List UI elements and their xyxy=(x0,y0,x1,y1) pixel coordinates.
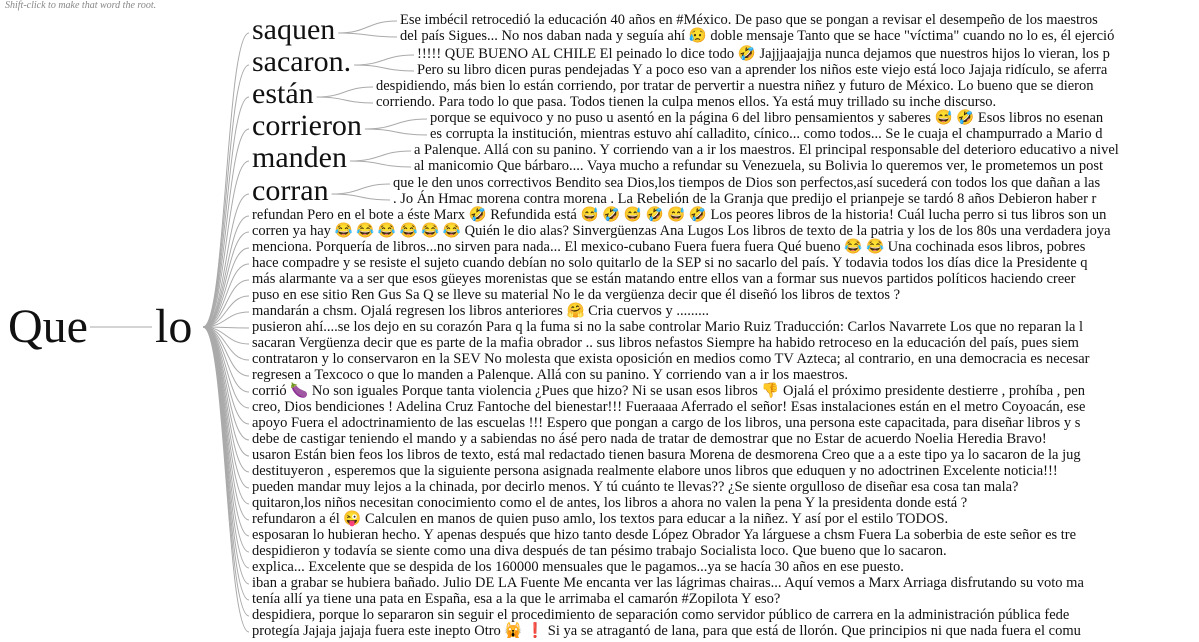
leaf-link xyxy=(203,232,249,327)
sub-leaf-link xyxy=(365,119,427,129)
leaf-text[interactable]: protegía Jajaja jajaja fuera este inepto Otro 🙀 ❗ Si ya se atragantó de lana, para que está de llorón. Que principios ni que nada fuera el comu xyxy=(252,623,1081,639)
branch-leaf-text[interactable]: corriendo. Para todo lo que pasa. Todos tienen la culpa menos ellos. Ya está muy trillado su inche discurso. xyxy=(376,94,997,110)
leaf-link xyxy=(203,327,249,328)
leaf-text[interactable]: sacaran Vergüenza decir que es parte de la mafia obrador .. sus libros nefastos Siempre ha habido retroceso en la educación del país, pues siem xyxy=(252,335,1079,351)
leaf-text[interactable]: explica... Excelente que se despida de los 160000 mensuales que le pagamos...ya se hacía 30 años en ese puesto. xyxy=(252,559,904,575)
leaf-text[interactable]: hace compadre y se resiste el sujeto cuando debían no solo quitarlo de la SEP si no sacarlo del país. Y todavia todos los días dice la Presidente q xyxy=(252,255,1088,271)
branch-leaf-text[interactable]: del país Sigues... No nos daban nada y seguía ahí 😥 doble mensaje Tanto que se hace "víctima" cuando no lo es, él ejerció xyxy=(400,28,1115,44)
leaf-text[interactable]: más alarmante va a ser que esos güeyes morenistas que se están matando entre ellos van a formar sus nuevos partidos políticos haciendo creer xyxy=(252,271,1076,287)
leaf-text[interactable]: despidiera, porque lo separaron sin seguir el procedimiento de separación como servidor público de carrera en la administración pública fede xyxy=(252,607,1070,623)
leaf-link xyxy=(203,327,249,504)
branch-word[interactable]: corran xyxy=(252,174,329,207)
sub-leaf-link xyxy=(338,21,397,33)
leaf-link xyxy=(203,327,249,472)
leaf-link xyxy=(203,327,249,424)
leaf-text[interactable]: pueden mandar muy lejos a la chinada, por decirlo menos. Y tú cuánto te llevas?? ¿Se siente orgulloso de diseñar esa cosa tan mala? xyxy=(252,479,1019,495)
branch-word[interactable]: corrieron xyxy=(252,109,362,142)
leaf-link xyxy=(203,327,249,456)
leaf-text[interactable]: destituyeron , esperemos que la siguiente persona asignada realmente elabore unos libros que eduquen y no adoctrinen Excelente noticia!!! xyxy=(252,463,1058,479)
leaf-link xyxy=(203,327,249,360)
branch-leaf-text[interactable]: que le den unos correctivos Bendito sea Dios,los tiempos de Dios son perfectos,así sucederá con todos los que dañan a las xyxy=(393,175,1101,191)
leaf-text[interactable]: usaron Están bien feos los libros de texto, está mal redactado tienen basura Morena de desmorena Creo que a a este tipo ya lo sacaron de la jug xyxy=(252,447,1081,463)
sub-leaf-link xyxy=(365,129,427,135)
leaf-text[interactable]: corrió 🍆 No son iguales Porque tanta violencia ¿Pues que hizo? Ni se usan esos libros 👎 Ojalá el próximo presidente destierre , prohíba , pen xyxy=(252,383,1085,399)
branch-leaf-text[interactable]: porque se equivoco y no puso u asentó en la página 6 del libro pensamientos y saberes 😅 🤣 Esos libros no esenan xyxy=(430,110,1104,126)
leaf-link xyxy=(203,327,249,584)
leaf-text[interactable]: refundan Pero en el bote a éste Marx 🤣 Refundida está 😅 🤣 😅 🤣 😅 🤣 Los peores libros de la historia! Cuál lucha perro si tus libros son un xyxy=(252,207,1107,223)
sub-leaf-link xyxy=(354,65,414,71)
branch-word[interactable]: manden xyxy=(252,141,347,174)
leaf-text[interactable]: menciona. Porquería de libros...no sirven para nada... El mexico-cubano Fuera fuera fuera Qué bueno 😂 😂 Una cochinada esos libros, pobres xyxy=(252,239,1086,255)
leaf-text[interactable]: regresen a Texcoco o que lo manden a Palenque. Allá con su panino. Y corriendo van a ir los maestros. xyxy=(252,367,848,383)
leaf-text[interactable]: corren ya hay 😂 😂 😂 😂 😂 😂 Quién le dio alas? Sinvergüenzas Ana Lugos Los libros de texto de la patria y los de los 80s una verdadera joya xyxy=(252,223,1111,239)
leaf-text[interactable]: apoyo Fuera el adoctrinamiento de las escuelas !!! Espero que pongan a cargo de los libros, una persona este capacitada, para diseñar libros y s xyxy=(252,415,1081,431)
leaf-link xyxy=(203,280,249,327)
leaf-text[interactable]: pusieron ahí....se los dejo en su corazón Para q la fuma si no la sabe controlar Mario Ruiz Traducción: Carlos Navarrete Los que no reparan la l xyxy=(252,319,1084,335)
leaf-link xyxy=(203,216,249,327)
branch-link xyxy=(203,97,249,327)
leaf-link xyxy=(203,248,249,327)
leaf-text[interactable]: mandarán a chsm. Ojalá regresen los libros anteriores 🤗 Cria cuervos y ......... xyxy=(252,303,709,319)
leaf-text[interactable]: debe de castigar teniendo el mando y a sabiendas no ásé pero nada de tratar de demostrar que no Estar de acuerdo Noelia Heredia Bravo! xyxy=(252,431,1047,447)
branch-leaf-text[interactable]: es corrupta la institución, mientras estuvo ahí calladito, cínico... como todos... Se le cuaja el champurrado a Mario d xyxy=(430,126,1103,142)
sub-leaf-link xyxy=(332,184,390,194)
sub-leaf-link xyxy=(317,87,373,97)
branch-leaf-text[interactable]: despidiendo, más bien lo están corriendo, por tratar de pervertir a nuestra niñez y futuro de México. Lo bueno que se dieron xyxy=(376,78,1094,94)
branch-word[interactable]: sacaron. xyxy=(252,45,352,78)
root-word-que[interactable]: Que xyxy=(8,300,88,353)
leaf-link xyxy=(203,312,249,327)
leaf-link xyxy=(203,327,249,552)
branch-link xyxy=(203,194,249,327)
branch-leaf-text[interactable]: !!!!! QUE BUENO AL CHILE El peinado lo dice todo 🤣 Jajjjaajajja nunca dejamos que nuestros hijos lo vieran, los p xyxy=(417,46,1110,62)
leaf-text[interactable]: esposaran lo hubieran hecho. Y apenas después que hizo tanto desde López Obrador Ya lárguese a chsm Fuera La soberbia de este señor es tre xyxy=(252,527,1077,543)
branch-leaf-text[interactable]: a Palenque. Allá con su panino. Y corriendo van a ir los maestros. El principal responsable del deterioro educativo a nivel xyxy=(414,142,1119,158)
leaf-link xyxy=(203,327,249,536)
leaf-link xyxy=(203,327,249,568)
leaf-link xyxy=(203,327,249,632)
leaf-link xyxy=(203,327,249,616)
branch-leaf-text[interactable]: Ese imbécil retrocedió la educación 40 años en #México. De paso que se pongan a revisar el desempeño de los maestros xyxy=(400,12,1098,28)
leaf-text[interactable]: tenía allí ya tiene una pata en España, esa a la que le arrimaba el camarón #Zopilota Y eso? xyxy=(252,591,781,607)
branch-link xyxy=(203,33,249,327)
leaf-text[interactable]: puso en ese sitio Ren Gus Sa Q se lleve su material No le da vergüenza decir que él diseñó los libros de textos ? xyxy=(252,287,901,303)
branch-word[interactable]: están xyxy=(252,77,314,110)
sub-leaf-link xyxy=(350,161,411,167)
root-word-lo[interactable]: lo xyxy=(155,300,193,353)
leaf-link xyxy=(203,327,249,488)
sub-leaf-link xyxy=(317,97,373,103)
sub-leaf-link xyxy=(354,55,414,65)
branch-link xyxy=(203,161,249,327)
leaf-link xyxy=(203,327,249,600)
leaf-link xyxy=(203,296,249,327)
leaf-text[interactable]: creo, Dios bendiciones ! Adelina Cruz Fantoche del bienestar!!! Fueraaaa Aferrado el señor! Esas instalaciones están en el metro Coyoacán, ese xyxy=(252,399,1086,415)
sub-leaf-link xyxy=(350,151,411,161)
leaf-link xyxy=(203,327,249,392)
leaf-text[interactable]: contrataron y lo conservaron en la SEV No molesta que exista oposición en medios como TV Azteca; al contrario, en una democracia es necesar xyxy=(252,351,1090,367)
leaf-text[interactable]: iban a grabar se hubiera bañado. Julio DE LA Fuente Me encanta ver las lágrimas chairas... Aquí vemos a Marx Arriaga disfrutando su voto ma xyxy=(252,575,1084,591)
leaf-link xyxy=(203,327,249,440)
leaf-text[interactable]: quitaron,los niños necesitan conocimiento como el de antes, los libros a ahora no valen la pena Y la presidenta donde está ? xyxy=(252,495,968,511)
branch-leaf-text[interactable]: Pero su libro dicen puras pendejadas Y a poco eso van a aprender los niños este viejo está loco Jajaja ridículo, se aferra xyxy=(417,62,1108,78)
leaf-link xyxy=(203,327,249,408)
leaf-text[interactable]: despidieron y todavía se siente como una diva después de tan pésimo trabajo Socialista loco. Que bueno que lo sacaron. xyxy=(252,543,947,559)
branch-link xyxy=(203,129,249,327)
branch-link xyxy=(203,65,249,327)
leaf-text[interactable]: refundaron a él 😜 Calculen en manos de quien puso amlo, los textos para educar a la niñez. Y así por el estilo TODOS. xyxy=(252,511,949,527)
branch-word[interactable]: saquen xyxy=(252,13,336,46)
sub-leaf-link xyxy=(338,33,397,37)
leaf-link xyxy=(203,327,249,344)
leaf-link xyxy=(203,264,249,327)
branch-leaf-text[interactable]: al manicomio Que bárbaro.... Vaya mucho a refundar su Venezuela, su Bolivia lo queremos ver, le prometemos un post xyxy=(414,158,1104,174)
branch-leaf-text[interactable]: . Jo Án Hmac morena contra morena . La Rebelión de la Granja que predijo el prianpeje se tardó 8 años Debieron haber r xyxy=(393,191,1097,207)
leaf-link xyxy=(203,327,249,376)
instruction-hint: Shift-click to make that word the root. xyxy=(5,0,157,11)
leaf-link xyxy=(203,327,249,520)
sub-leaf-link xyxy=(332,194,390,200)
